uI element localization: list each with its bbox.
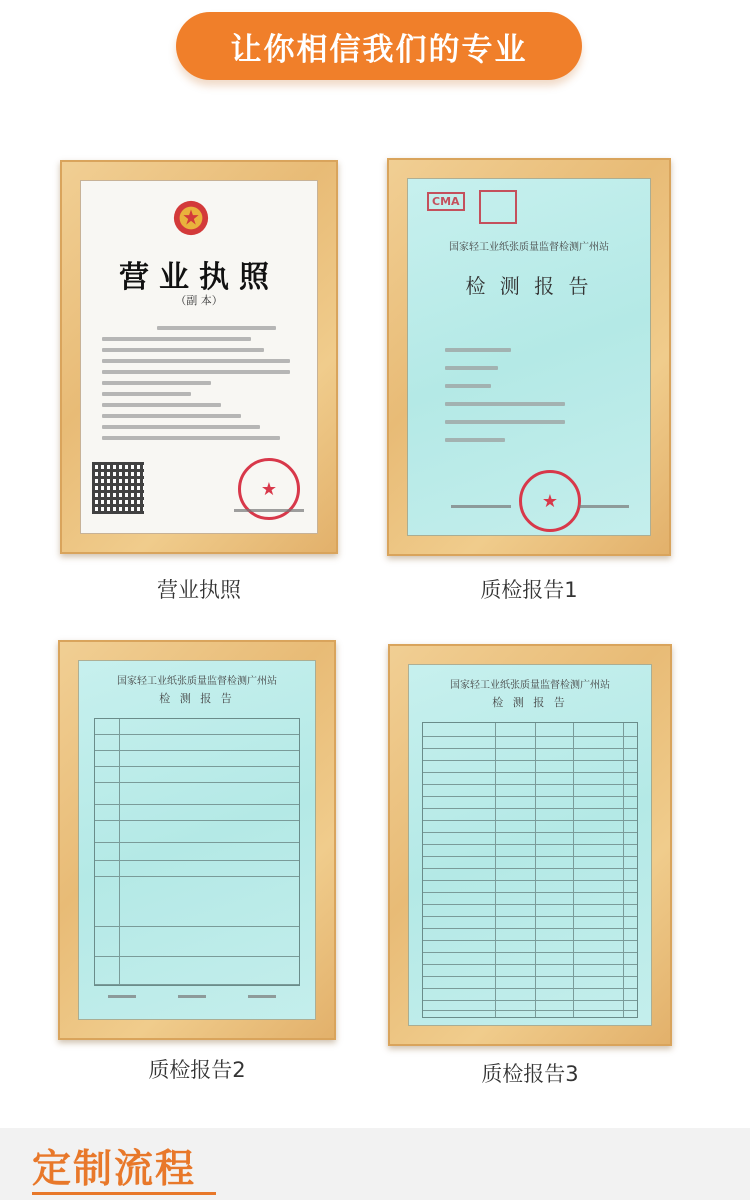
report-1-footer-line bbox=[451, 505, 511, 508]
certificate-caption-1: 营业执照 bbox=[157, 578, 241, 602]
qr-code-icon bbox=[92, 462, 144, 514]
report-3-table bbox=[422, 722, 638, 1018]
certificate-frame-business-license[interactable] bbox=[60, 160, 338, 554]
license-title: 营业执照 bbox=[119, 260, 279, 295]
header-banner bbox=[176, 12, 582, 80]
certification-badge-icon bbox=[479, 190, 517, 224]
report-1-date-line bbox=[579, 505, 629, 508]
report-1-text-lines bbox=[445, 348, 611, 456]
national-emblem-icon bbox=[172, 198, 210, 238]
report-3-org: 国家轻工业纸张质量监督检测广州站 bbox=[450, 680, 610, 691]
certificate-caption-2: 质检报告1 bbox=[480, 578, 578, 602]
report-2-signature-3 bbox=[248, 995, 276, 998]
red-seal-stamp: ★ bbox=[238, 458, 300, 520]
report-2-signature-2 bbox=[178, 995, 206, 998]
license-text-lines bbox=[102, 326, 300, 447]
report-2-signature-1 bbox=[108, 995, 136, 998]
license-subtitle: （副 本） bbox=[175, 294, 223, 307]
report-2-org: 国家轻工业纸张质量监督检测广州站 bbox=[117, 676, 277, 687]
report-2-title: 检 测 报 告 bbox=[159, 692, 235, 705]
certificate-frame-report-1[interactable] bbox=[387, 158, 671, 556]
business-license-document bbox=[80, 180, 318, 534]
banner-title: 让你相信我们的专业 bbox=[230, 31, 528, 68]
report-2-document bbox=[78, 660, 316, 1020]
certificate-frame-report-3[interactable] bbox=[388, 644, 672, 1046]
cma-mark-icon: CMA bbox=[427, 192, 465, 211]
certificate-frame-report-2[interactable] bbox=[58, 640, 336, 1040]
report-1-document bbox=[407, 178, 651, 536]
red-seal-stamp: ★ bbox=[519, 470, 581, 532]
section-title-underline bbox=[32, 1192, 216, 1195]
certificate-caption-4: 质检报告3 bbox=[481, 1062, 579, 1086]
license-date-line bbox=[234, 509, 304, 512]
report-1-title: 检 测 报 告 bbox=[465, 274, 593, 298]
certificate-caption-3: 质检报告2 bbox=[148, 1058, 246, 1082]
report-2-table bbox=[94, 718, 300, 986]
section-title: 定制流程 bbox=[32, 1147, 197, 1192]
report-3-document bbox=[408, 664, 652, 1026]
report-1-org: 国家轻工业纸张质量监督检测广州站 bbox=[449, 242, 609, 253]
report-3-title: 检 测 报 告 bbox=[492, 696, 568, 709]
